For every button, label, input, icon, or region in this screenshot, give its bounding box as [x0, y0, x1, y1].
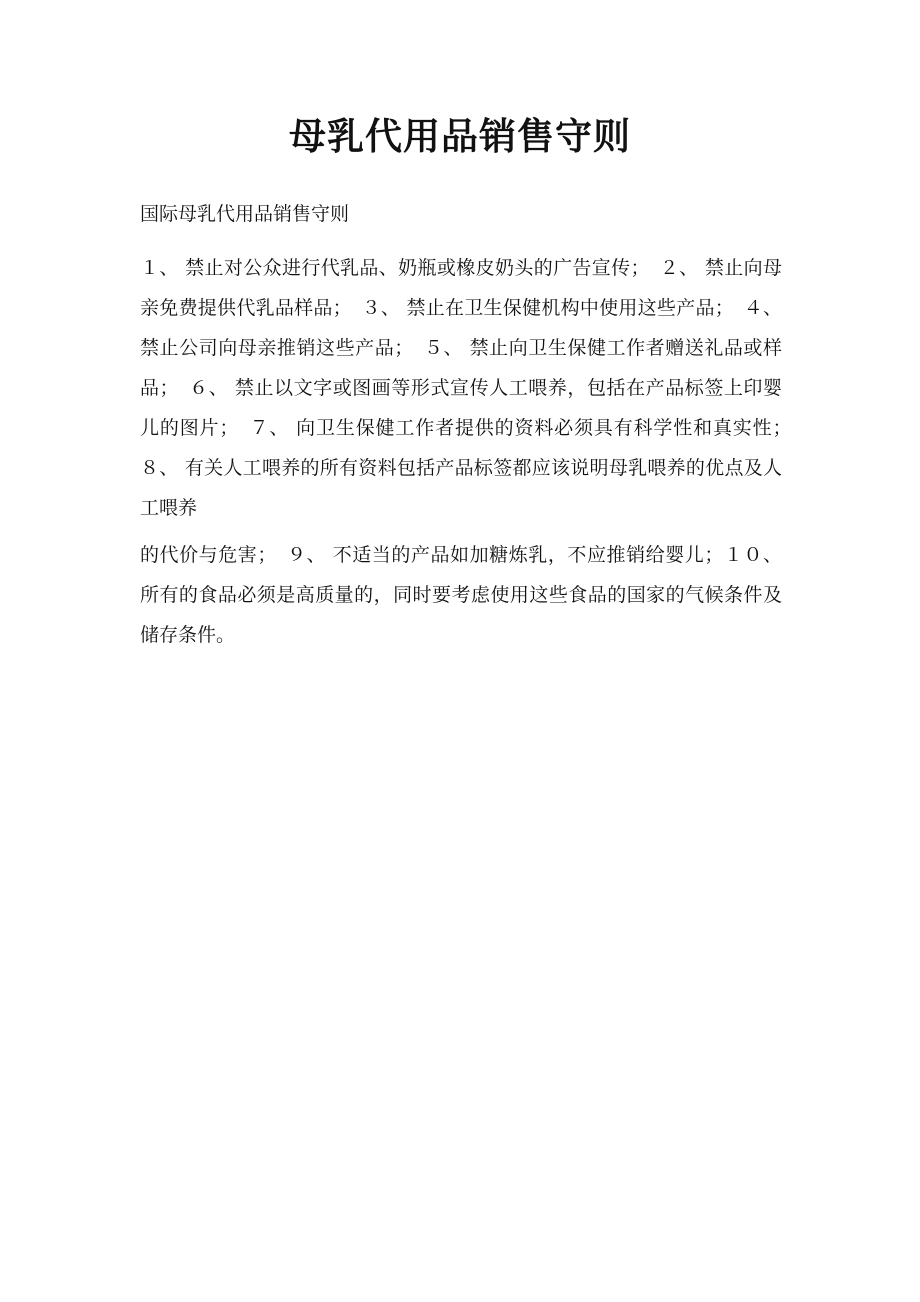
document-subtitle: 国际母乳代用品销售守则: [140, 203, 350, 225]
document-title: 母乳代用品销售守则: [289, 114, 631, 158]
body-paragraph-1: １、 禁止对公众进行代乳品、奶瓶或橡皮奶头的广告宣传； ２、 禁止向母亲免费提供代乳品样品； ３、 禁止在卫生保健机构中使用这些产品； ４、 禁止公司向母亲推销这些产品； ５、 禁止向卫生保健工作者赠送礼品或样品； ６、 禁止以文字或图画等形式宣传人工喂养，包括在产品标签上印婴儿的图片； ７、 向卫生保健工作者提供的资料必须具有科学性和真实性； ８、 有关人工喂养的所有资料包括产品标签都应该说明母乳喂养的优点及人工喂养: [140, 257, 802, 519]
body-paragraph-2: 的代价与危害； ９、 不适当的产品如加糖炼乳，不应推销给婴儿；１０、所有的食品必须是高质量的，同时要考虑使用这些食品的国家的气候条件及储存条件。: [140, 544, 782, 646]
